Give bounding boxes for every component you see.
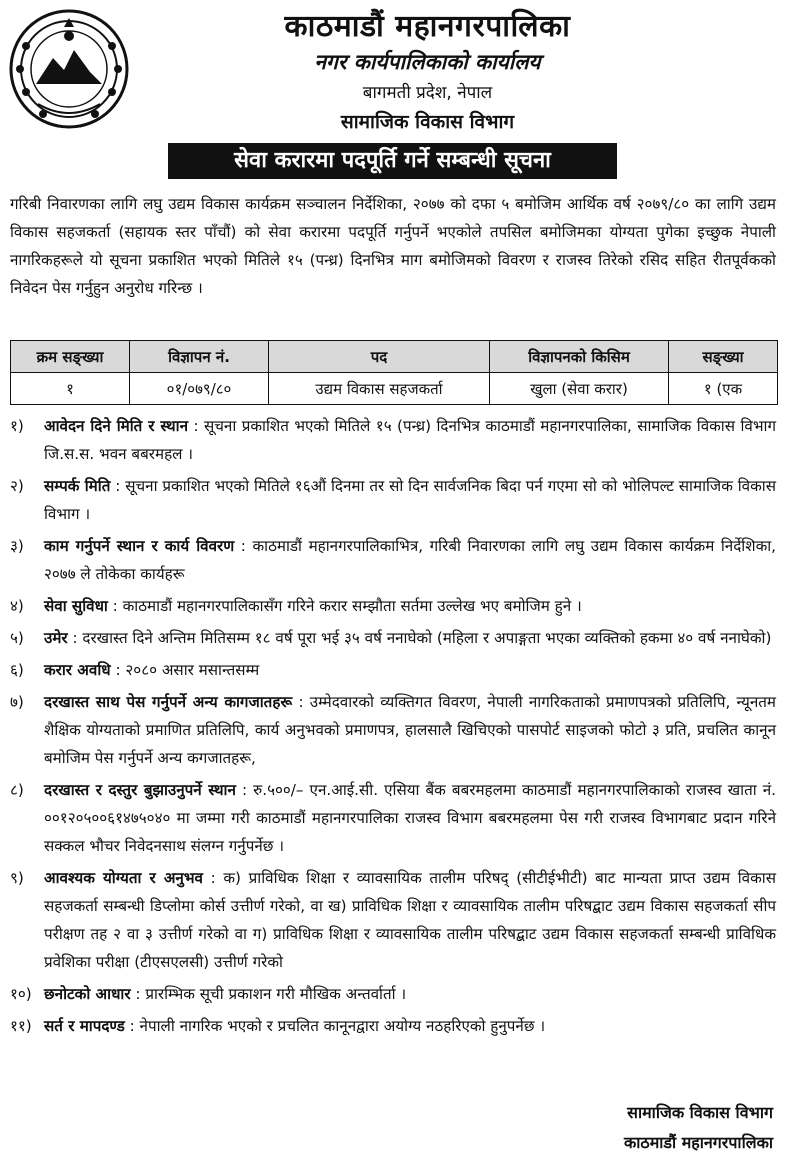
item-number: ९) — [10, 869, 24, 887]
office-title: नगर कार्यपालिकाको कार्यालय — [314, 50, 541, 74]
list-item — [10, 532, 776, 588]
list-item — [10, 980, 776, 1008]
municipality-title: काठमाडौं महानगरपालिका — [284, 9, 571, 44]
item-number: ४) — [10, 597, 24, 615]
item-number: ७) — [10, 693, 24, 711]
item-text: : क) प्राविधिक शिक्षा र व्यावसायिक तालीम परिषद् (सीटीईभीटी) बाट मान्यता प्राप्त उद्यम विकास सहजकर्ता सम्बन्धी डिप्लोमा कोर्स उत्तीर्ण गरेको, वा ख) प्राविधिक शिक्षा र व्यावसायिक तालीम परिषद्बाट उद्यम विकास सहजकर्ता सीप परीक्षण तह २ वा ३ उत्तीर्ण गरेको वा ग) प्राविधिक शिक्षा र व्यावसायिक तालीम परिषद्बाट उद्यम विकास सहजकर्ता सम्बन्धी प्राविधिक प्रवेशिका परीक्षा (टीएसएलसी) उत्तीर्ण गरेको — [44, 869, 776, 971]
col-post: पद — [269, 341, 490, 373]
cell-post: उद्यम विकास सहजकर्ता — [269, 373, 490, 405]
item-number: ६) — [10, 661, 24, 679]
item-text: : सूचना प्रकाशित भएको मितिले १६औं दिनमा तर सो दिन सार्वजनिक बिदा पर्न गएमा सो को भोलिपल्ट सामाजिक विकास विभाग । — [44, 477, 776, 523]
list-item — [10, 472, 776, 528]
item-text: : रु.५००/– एन.आई.सी. एसिया बैंक बबरमहलमा काठमाडौं महानगरपालिकाको राजस्व खाता नं. ००१२०५००६१४७५०४० मा जम्मा गरी काठमाडौं महानगरपालिका राजस्व विभाग बबरमहलमा पेस गरी राजस्व विभागबाट प्रदान गरिने सक्कल भौचर निवेदनसाथ संलग्न गर्नुपर्नेछ । — [44, 781, 776, 855]
item-number: ८) — [10, 781, 24, 799]
item-text: : नेपाली नागरिक भएको र प्रचलित कानूनद्वारा अयोग्य नठहरिएको हुनुपर्नेछ । — [124, 1017, 546, 1035]
col-ad-type: विज्ञापनको किसिम — [490, 341, 669, 373]
item-label: करार अवधि — [44, 661, 111, 679]
item-text: : काठमाडौं महानगरपालिकासँग गरिने करार सम्झौता सर्तमा उल्लेख भए बमोजिम हुने । — [107, 597, 582, 615]
vacancy-table — [10, 340, 778, 405]
list-item — [10, 776, 776, 860]
item-text: : सूचना प्रकाशित भएको मितिले १५ (पन्ध्र) दिनभित्र काठमाडौं महानगरपालिका, सामाजिक विकास विभाग जि.स.स. भवन बबरमहल । — [44, 417, 776, 463]
cell-count: १ (एक — [669, 373, 778, 405]
cell-ad-type: खुला (सेवा करार) — [490, 373, 669, 405]
address: बागमती प्रदेश, नेपाल — [362, 83, 493, 103]
item-label: सर्त र मापदण्ड — [44, 1017, 125, 1035]
item-text: : उम्मेदवारको व्यक्तिगत विवरण, नेपाली नागरिकताको प्रमाणपत्रको प्रतिलिपि, न्यूनतम शैक्षिक योग्यताको प्रमाणित प्रतिलिपि, कार्य अनुभवको प्रमाणपत्र, हालसालै खिचिएको पासपोर्ट साइजको फोटो ३ प्रति, प्रचलित कानून बमोजिम पेस गर्नुपर्ने अन्य कगजातहरू, — [44, 693, 777, 767]
cell-ad-number: ०१/०७९/८० — [130, 373, 269, 405]
item-number: ११) — [10, 1017, 32, 1035]
table-row — [11, 373, 778, 405]
list-item — [10, 412, 776, 468]
signature-municipality: काठमाडौं महानगरपालिका — [623, 1133, 773, 1152]
notice-header — [0, 0, 785, 140]
item-label: दरखास्त र दस्तुर बुझाउनुपर्ने स्थान — [44, 781, 236, 799]
item-text: : काठमाडौं महानगरपालिकाभित्र, गरिबी निवारणका लागि लघु उद्यम विकास कार्यक्रम निर्देशिका, २०७७ ले तोकेका कार्यहरू — [44, 537, 776, 583]
item-label: काम गर्नुपर्ने स्थान र कार्य विवरण — [44, 537, 235, 555]
list-item — [10, 1012, 776, 1040]
list-item — [10, 864, 776, 976]
table-header-row — [11, 341, 778, 373]
item-label: आवश्यक योग्यता र अनुभव — [44, 869, 203, 887]
list-item — [10, 656, 776, 684]
item-number: २) — [10, 477, 24, 495]
item-label: छनोटको आधार — [44, 985, 131, 1003]
item-number: १) — [10, 417, 24, 435]
col-serial: क्रम सङ्ख्या — [11, 341, 130, 373]
item-text: : २०८० असार मसान्तसम्म — [110, 661, 260, 679]
list-item — [10, 624, 776, 652]
signature-block — [624, 1098, 773, 1158]
cell-serial: १ — [11, 373, 130, 405]
col-count: सङ्ख्या — [669, 341, 778, 373]
department-title: सामाजिक विकास विभाग — [340, 111, 515, 133]
item-label: आवेदन दिने मिति र स्थान — [44, 417, 188, 435]
intro-paragraph: गरिबी निवारणका लागि लघु उद्यम विकास कार्यक्रम सञ्चालन निर्देशिका, २०७७ को दफा ५ बमोजिम आर्थिक वर्ष २०७९/८० का लागि उद्यम विकास सहजकर्ता (सहायक स्तर पाँचौं) को सेवा करारमा पदपूर्ति गर्नुपर्ने भएकोले तपसिल बमोजिमका योग्यता पुगेका इच्छुक नेपाली नागरिकहरूले यो सूचना प्रकाशित भएको मितिले १५ (पन्ध्र) दिनभित्र माग बमोजिमको विवरण र राजस्व तिरेको रसिद सहित रीतपूर्वकको निवेदन पेस गर्नुहुन अनुरोध गरिन्छ । — [10, 195, 776, 297]
item-label: सेवा सुविधा — [44, 597, 108, 615]
item-text: : प्रारम्भिक सूची प्रकाशन गरी मौखिक अन्तर्वार्ता । — [130, 985, 407, 1003]
notice-items — [10, 412, 776, 1044]
item-label: उमेर — [44, 629, 68, 647]
item-label: सम्पर्क मिति — [44, 477, 111, 495]
signature-department: सामाजिक विकास विभाग — [627, 1103, 773, 1122]
item-number: ३) — [10, 537, 24, 555]
item-number: ५) — [10, 629, 24, 647]
list-item — [10, 688, 776, 772]
item-text: : दरखास्त दिने अन्तिम मितिसम्म १८ वर्ष पूरा भई ३५ वर्ष ननाघेको (महिला र अपाङ्गता भएका व्यक्तिको हकमा ४० वर्ष ननाघेको) — [67, 629, 772, 647]
notice-title: सेवा करारमा पदपूर्ति गर्ने सम्बन्धी सूचना — [168, 143, 617, 179]
col-ad-number: विज्ञापन नं. — [130, 341, 269, 373]
item-label: दरखास्त साथ पेस गर्नुपर्ने अन्य कागजातहरू — [44, 693, 293, 711]
item-number: १०) — [10, 985, 32, 1003]
list-item — [10, 592, 776, 620]
